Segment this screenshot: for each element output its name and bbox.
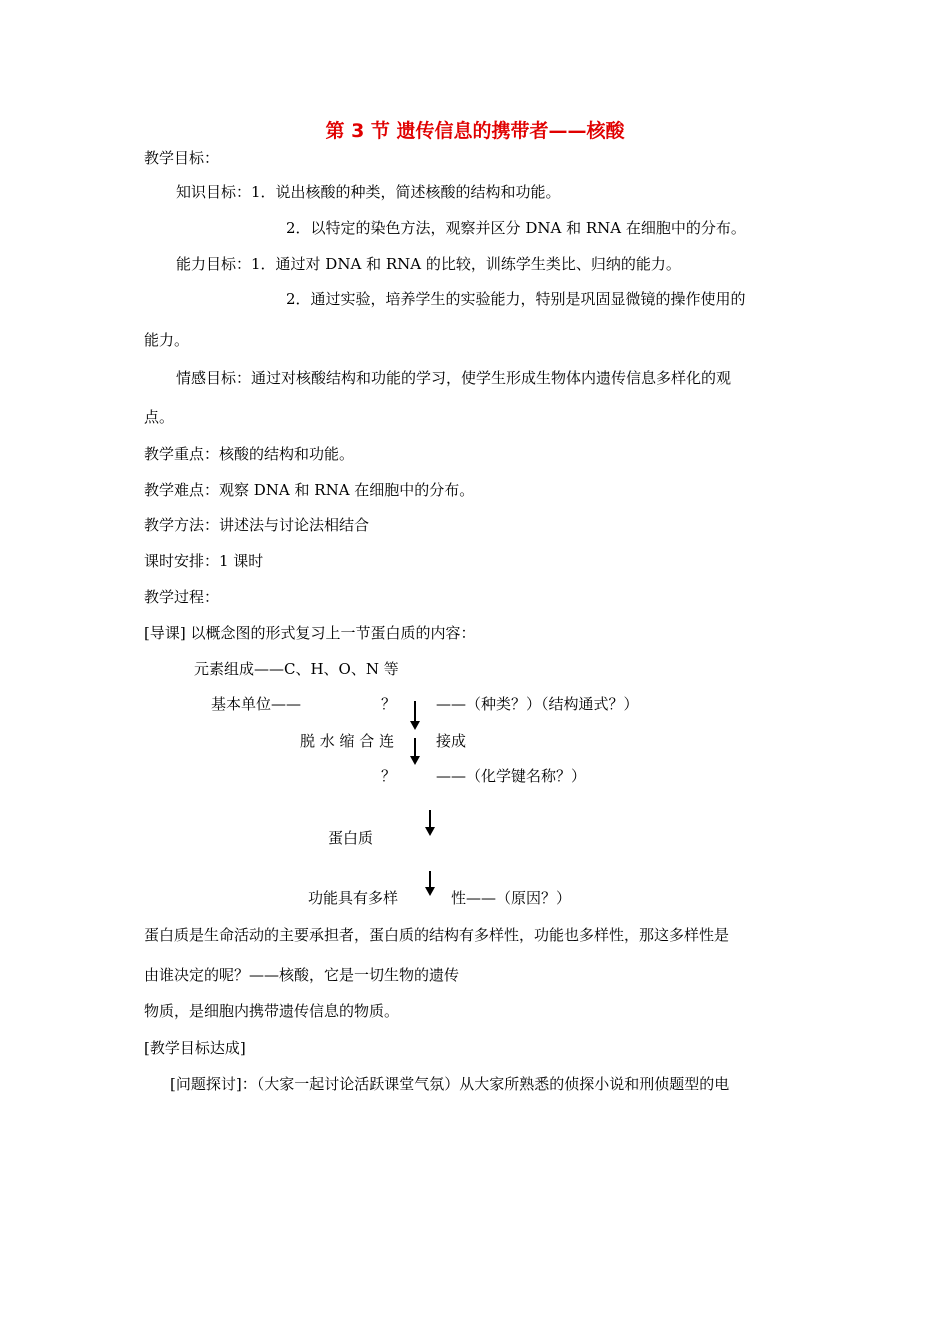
discussion-line: [问题探讨]：（大家一起讨论活跃课堂气氛）从大家所熟悉的侦探小说和刑侦题型的电	[170, 1075, 730, 1093]
knowledge-objective-2: 2．以特定的染色方法，观察并区分 DNA 和 RNA 在细胞中的分布。	[286, 219, 746, 237]
down-arrow-icon	[425, 810, 435, 837]
down-arrow-icon	[410, 738, 420, 766]
concept-unit-note: ——（种类？）（结构通式？）	[436, 695, 639, 713]
process-heading: 教学过程：	[144, 588, 220, 606]
ability-objective-1: 能力目标：1．通过对 DNA 和 RNA 的比较，训练学生类比、归纳的能力。	[176, 255, 681, 273]
difficulty: 教学难点：观察 DNA 和 RNA 在细胞中的分布。	[144, 481, 475, 499]
concept-bond-note: ——（化学键名称？）	[436, 767, 587, 785]
intro-line: [导课] 以概念图的形式复习上一节蛋白质的内容：	[144, 624, 476, 642]
ability-objective-2: 2．通过实验，培养学生的实验能力，特别是巩固显微镜的操作使用的	[286, 290, 746, 308]
page-title: 第 3 节 遗传信息的携带者——核酸	[325, 120, 625, 142]
down-arrow-icon	[425, 871, 435, 897]
concept-protein: 蛋白质	[328, 829, 374, 847]
teaching-method: 教学方法：讲述法与讨论法相结合	[144, 516, 370, 534]
concept-elements: 元素组成——C、H、O、N 等	[194, 660, 399, 678]
body-paragraph-line: 物质，是细胞内携带遗传信息的物质。	[144, 1002, 400, 1020]
key-point: 教学重点：核酸的结构和功能。	[144, 445, 355, 463]
goal-heading: [教学目标达成]	[144, 1039, 246, 1057]
body-paragraph-line: 蛋白质是生命活动的主要承担者，蛋白质的结构有多样性，功能也多样性，那这多样性是	[144, 926, 730, 944]
concept-join: 接成	[436, 732, 467, 750]
knowledge-objective-1: 知识目标：1．说出核酸的种类，简述核酸的结构和功能。	[176, 183, 561, 201]
concept-unit: 基本单位——	[211, 695, 302, 713]
emotion-objective-cont: 点。	[144, 408, 175, 426]
concept-function-note: 性——（原因？）	[451, 889, 572, 907]
body-paragraph-line: 由谁决定的呢？——核酸，它是一切生物的遗传	[144, 966, 460, 984]
concept-dehydration: 脱 水 缩 合 连	[300, 732, 395, 750]
schedule: 课时安排：1 课时	[144, 552, 264, 570]
down-arrow-icon	[410, 701, 420, 731]
ability-objective-2-cont: 能力。	[144, 331, 190, 349]
concept-function: 功能具有多样	[308, 889, 399, 907]
concept-q1: ？	[381, 695, 397, 713]
objectives-heading: 教学目标：	[144, 149, 220, 167]
emotion-objective: 情感目标：通过对核酸结构和功能的学习，使学生形成生物体内遗传信息多样化的观	[176, 369, 732, 387]
concept-q2: ？	[381, 767, 397, 785]
